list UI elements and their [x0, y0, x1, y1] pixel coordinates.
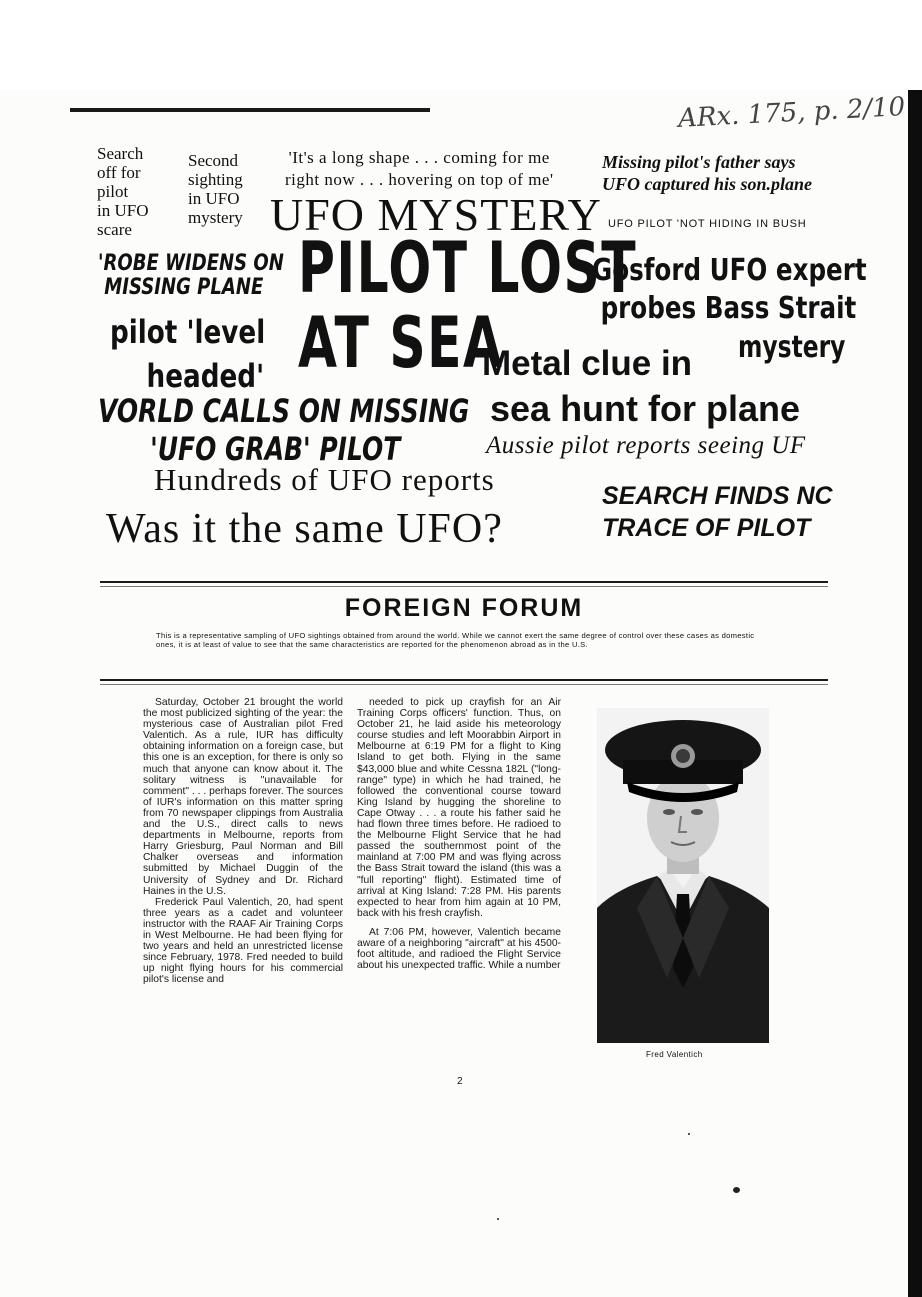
scan-edge: [908, 90, 922, 1297]
scan-speck: [688, 1133, 690, 1135]
headline-search-finds: SEARCH FINDS NC TRACE OF PILOT: [602, 482, 833, 542]
forum-rule-top-thin: [100, 586, 828, 587]
scan-speck: [733, 1187, 740, 1193]
headline-hundreds: Hundreds of UFO reports: [154, 462, 495, 497]
headline-ufo-mystery: UFO MYSTERY: [270, 189, 602, 240]
handwritten-note: ARx. 175, p. 2/10: [677, 92, 906, 134]
forum-rule-bottom-thin: [100, 684, 828, 685]
scan-speck: [497, 1218, 499, 1220]
forum-rule-bottom: [100, 679, 828, 681]
headline-pilot-lost: PILOT LOST: [298, 227, 638, 309]
headline-sea-hunt: sea hunt for plane: [490, 388, 801, 429]
headline-long-shape-quote: 'It's a long shape . . . coming for me right now . . . hovering on top of me': [285, 148, 554, 189]
headline-at-sea: AT SEA: [298, 302, 504, 384]
article-paragraph: Saturday, October 21 brought the world the most publicized sighting of the year: the mysterious case of Australian pilot Fred Valentich. As a rule, IUR has difficulty obtaining information on a foreign case, but this one is an exception, for there is only so much that anyone can know about it. The solitary witness is "unavailable for comment" . . . perhaps forever. The sources of IUR's information on this matter spring from 70 newspaper clippings from Australia and the U.S., direct calls to news departments in Melbourne, reports from Harry Griesburg, Paul Norman and Bill Chalker overseas and information submitted by Michael Duggin of the University of Sydney and Dr. Richard Haines in the U.S.: [143, 697, 343, 897]
photo-caption: Fred Valentich: [646, 1050, 703, 1059]
pilot-photo: [597, 708, 769, 1043]
headline-world-calls: VORLD CALLS ON MISSING 'UFO GRAB' PILOT: [98, 392, 470, 468]
headline-level-headed: pilot 'level headed': [110, 313, 266, 395]
forum-rule-top: [100, 581, 828, 583]
top-rule: [70, 108, 430, 112]
headline-search-off: Search off for pilot in UFO scare: [97, 144, 149, 239]
headline-missing-pilot-father: Missing pilot's father says UFO captured his son.plane: [602, 152, 813, 194]
headline-second-sighting: Second sighting in UFO mystery: [188, 151, 243, 227]
forum-intro: This is a representative sampling of UFO sightings obtained from around the world. While we cannot exert the same degree of control over these cases as domestic ones, it is at least of value to see that the same characteristics are reported for the phenomenon abroad as in the U.S.: [156, 631, 755, 649]
page-number: 2: [457, 1076, 463, 1087]
article-paragraph: At 7:06 PM, however, Valentich became aware of a neighboring "aircraft" at his 4500-foot altitude, and radioed the Flight Service about his unexpected traffic. While a number: [357, 926, 561, 972]
article-column-2: [357, 697, 561, 971]
headline-not-hiding: UFO PILOT 'NOT HIDING IN BUSH: [608, 218, 807, 230]
forum-title: FOREIGN FORUM: [344, 594, 584, 622]
article-paragraph: needed to pick up crayfish for an Air Training Corps officers' function. Thus, on October 21, he laid aside his meteorology course studies and left Moorabbin Airport in Melbourne at 6:19 PM for a flight to King Island to get both. Flying in the same $43,000 blue and white Cessna 182L ("long-range" type) in which he had trained, he followed the conventional course toward King Island by hugging the shoreline to Cape Otway . . . a route his father said he had flown three times before. He radioed to the Melbourne Flight Service that he had passed the southernmost point of the mainland at 7:00 PM and was flying across the Bass Strait toward the island (this was a "full reporting" flight). Estimated time of arrival at King Island: 7:28 PM. His parents expected to hear from him again at 10 PM, back with his fresh crayfish.: [357, 697, 561, 919]
headline-gosford: Gosford UFO expert probes Bass Strait: [592, 253, 867, 326]
headline-same-ufo: Was it the same UFO?: [106, 506, 503, 552]
headline-mystery: mystery: [738, 330, 846, 365]
article-column-1: [143, 697, 343, 985]
headline-metal-clue: Metal clue in: [482, 344, 693, 383]
article-paragraph: Frederick Paul Valentich, 20, had spent three years as a cadet and volunteer instructor with the RAAF Air Training Corps in West Melbourne. He had been flying for two years and held an unrestricted license since February, 1978. Fred needed to build up night flying hours for his commercial pilot's license and: [143, 896, 343, 986]
headline-probe-widens: 'ROBE WIDENS ON MISSING PLANE: [98, 251, 284, 300]
headline-aussie-pilot: Aussie pilot reports seeing UF: [486, 432, 806, 459]
